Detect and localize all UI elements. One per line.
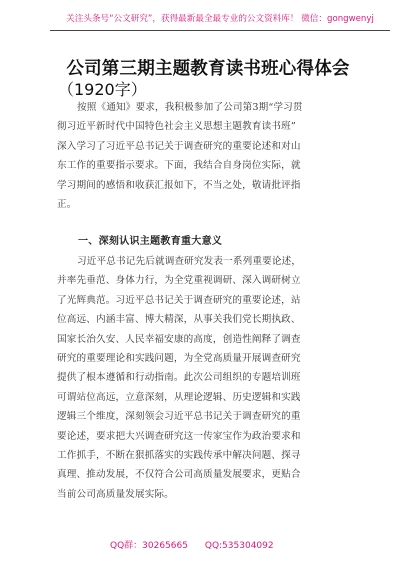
body-line: 了光辉典范。习近平总书记关于调查研究的重要论述，站 (57, 294, 301, 306)
body-line: 可谓站位高远，立意深刻，从理论逻辑、历史逻辑和实践 (57, 391, 301, 403)
intro-line: 彻习近平新时代中国特色社会主义思想主题教育读书班” (57, 121, 296, 133)
body-line: 位高远、内涵丰富、博大精深，从事关我们党长期执政、 (57, 314, 301, 326)
intro-line: 深入学习了习近平总书记关于调查研究的重要论述和对山 (57, 140, 301, 152)
body-line: 要论述，要求把大兴调查研究这一传家宝作为政治要求和 (57, 430, 301, 442)
body-line: 研究的重要理论和实践问题，为全党高质量开展调查研究 (57, 353, 301, 365)
qq-number-text: QQ:535304092 (204, 541, 274, 551)
intro-line: 正。 (57, 199, 77, 211)
section-paragraph (57, 252, 353, 504)
body-line: 提供了根本遵循和行动指南。此次公司组织的专题培训班 (57, 372, 301, 384)
body-line: 工作抓手，不断在狠抓落实的实践传承中解决问题、探寻 (57, 450, 301, 462)
section-heading: 一、深刻认识主题教育重大意义 (78, 236, 223, 247)
intro-paragraph (57, 98, 353, 214)
body-line: 当前公司高质量发展实际。 (57, 488, 174, 500)
qq-group-text: QQ群：30265665 (110, 541, 188, 551)
body-line: 逻辑三个维度，深刻领会习近平总书记关于调查研究的重 (57, 411, 301, 423)
body-line: 并率先垂范、身体力行，为全党重视调研、深入调研树立 (57, 275, 301, 287)
contact-footer (110, 538, 310, 554)
intro-line: 按照《通知》要求，我积极参加了公司第3期“学习贯 (77, 102, 303, 113)
document-title: 公司第三期主题教育读书班心得体会 (66, 59, 350, 79)
intro-line: 学习期间的感悟和收获汇报如下，不当之处，敬请批评指 (57, 179, 301, 191)
intro-line: 东工作的重要指示要求。下面，我结合自身岗位实际，就 (57, 160, 301, 172)
body-line: 真理、推动发展，不仅符合公司高质量发展要求，更贴合 (57, 469, 301, 481)
body-line: 国家长治久安、人民幸福安康的高度，创造性阐释了调查 (57, 333, 301, 345)
promo-header: 关注头条号“公文研究”，获得最新最全最专业的公文资料库！ 微信：gongwenyj (66, 14, 374, 24)
header-divider (50, 30, 390, 31)
body-line: 习近平总书记先后就调查研究发表一系列重要论述， (77, 256, 302, 267)
word-count: （1920字） (58, 80, 147, 99)
